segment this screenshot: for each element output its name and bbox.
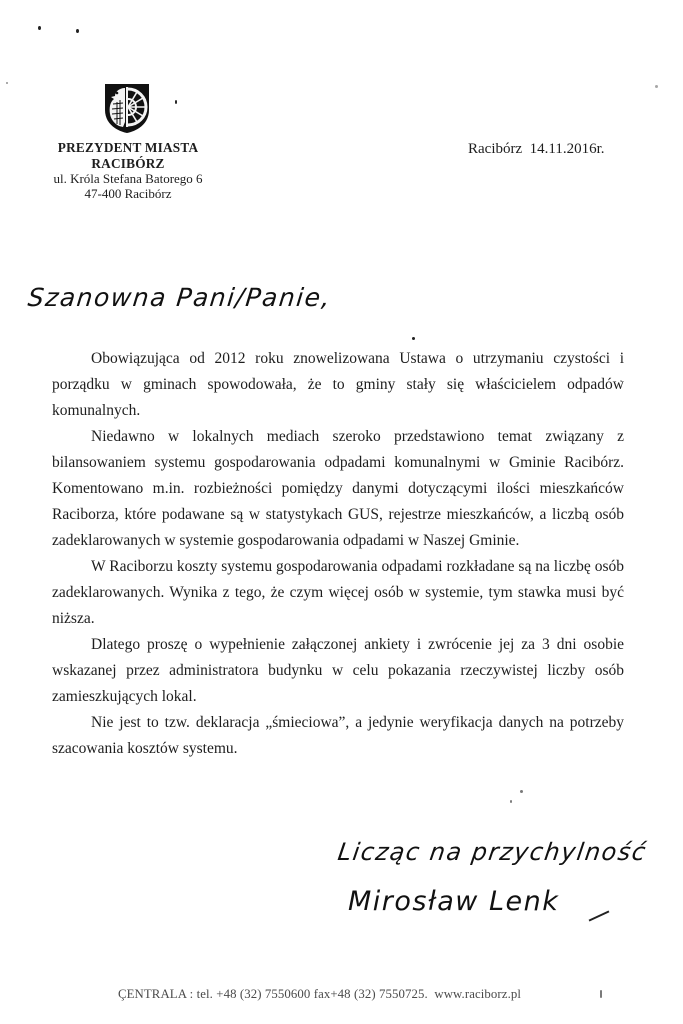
body-paragraph: Dlatego proszę o wypełnienie załączonej ankiety i zwrócenie jej za 3 dni osobie wskazanej przez administratora budynku w celu pokazania rzeczywistej liczby osób zamieszkujących lokal.: [52, 636, 624, 705]
handwritten-salutation: Szanowna Pani/Panie,: [26, 283, 333, 312]
scan-speck: [600, 990, 602, 998]
scan-speck: [38, 26, 41, 30]
date-line: Racibórz 14.11.2016r.: [468, 141, 605, 157]
body-paragraph: Obowiązująca od 2012 roku znowelizowana Ustawa o utrzymaniu czystości i porządku w gminach spowodowała, że to gminy stały się właścicielem odpadów komunalnych.: [52, 350, 624, 419]
body-paragraph: Nie jest to tzw. deklaracja „śmieciowa”, a jedynie weryfikacja danych na potrzeby szacowania kosztów systemu.: [52, 714, 624, 757]
footer-contact: ÇENTRALA : tel. +48 (32) 7550600 fax+48 (32) 7550725. www.raciborz.pl: [118, 987, 522, 1001]
letterhead-address: ul. Króla Stefana Batorego 6: [53, 171, 203, 186]
handwritten-signature: Mirosław Lenk: [348, 886, 560, 917]
letterhead-city: RACIBÓRZ: [91, 156, 165, 171]
scan-speck: [175, 100, 177, 104]
scan-speck: [6, 82, 8, 84]
letterhead-postal: 47-400 Racibórz: [84, 186, 172, 201]
scan-speck: [520, 790, 523, 793]
body-paragraph: Niedawno w lokalnych mediach szeroko przedstawiono temat związany z bilansowaniem systemu gospodarowania odpadami komunalnymi w Gminie Racibórz. Komentowano m.in. rozbieżności pomiędzy danymi dotyczącymi ilości mieszkańców Raciborza, które podawane są w statystykach GUS, rejestrze mieszkańców, a liczbą osób zadeklarowanych w systemie gospodarowania odpadami w Naszej Gminie.: [52, 428, 624, 549]
scan-speck: [510, 800, 512, 803]
coat-of-arms-icon: [103, 82, 151, 134]
scan-speck: [655, 85, 658, 88]
scan-speck: [620, 380, 622, 382]
letterhead-office: PREZYDENT MIASTA: [57, 140, 199, 155]
scan-speck: [412, 337, 415, 340]
letter-body: [52, 346, 624, 762]
scan-speck: [76, 29, 79, 33]
signature-flourish: [589, 910, 610, 921]
handwritten-closing: Licząc na przychylność: [336, 838, 649, 866]
body-paragraph: W Raciborzu koszty systemu gospodarowania odpadami rozkładane są na liczbę osób zadeklarowanych. Wynika z tego, że czym więcej osób w systemie, tym stawka musi być niższa.: [52, 558, 624, 627]
